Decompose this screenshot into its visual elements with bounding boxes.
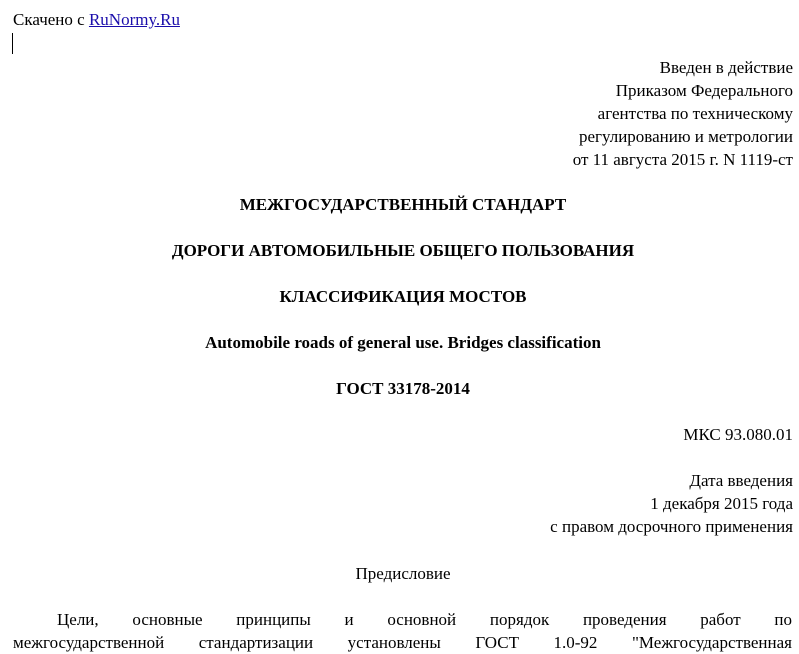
standard-code: ГОСТ 33178-2014 — [336, 379, 470, 398]
preface-heading: Предисловие — [355, 564, 451, 583]
paragraph-line: межгосударственной стандартизации установлены ГОСТ 1.0-92 "Межгосударственная — [13, 633, 792, 652]
enactment-line: от 11 августа 2015 г. N 1119-ст — [572, 150, 793, 169]
enactment-line: регулированию и метрологии — [578, 127, 793, 146]
mks-code: МКС 93.080.01 — [683, 425, 793, 444]
introduction-date-line: 1 декабря 2015 года — [650, 494, 793, 513]
introduction-date-line: с правом досрочного применения — [550, 517, 793, 536]
introduction-date-line: Дата введения — [689, 471, 793, 490]
source-link[interactable]: RuNormy.Ru — [88, 10, 180, 29]
enactment-line: Приказом Федерального — [615, 81, 793, 100]
enactment-block — [573, 56, 793, 171]
paragraph-line: Цели, основные принципы и основной порядок проведения работ по — [57, 610, 792, 629]
preface-paragraph — [13, 608, 792, 654]
standard-name-title: ДОРОГИ АВТОМОБИЛЬНЫЕ ОБЩЕГО ПОЛЬЗОВАНИЯ — [171, 241, 635, 260]
source-line — [13, 9, 180, 31]
english-title: Automobile roads of general use. Bridges classification — [205, 333, 601, 352]
enactment-line: агентства по техническому — [597, 104, 793, 123]
standard-subject-title: КЛАССИФИКАЦИЯ МОСТОВ — [279, 287, 527, 306]
introduction-date-block — [550, 469, 793, 538]
source-prefix: Скачено с — [13, 10, 89, 29]
standard-kind-title: МЕЖГОСУДАРСТВЕННЫЙ СТАНДАРТ — [239, 195, 567, 214]
enactment-line: Введен в действие — [659, 58, 793, 77]
text-cursor — [12, 33, 13, 54]
